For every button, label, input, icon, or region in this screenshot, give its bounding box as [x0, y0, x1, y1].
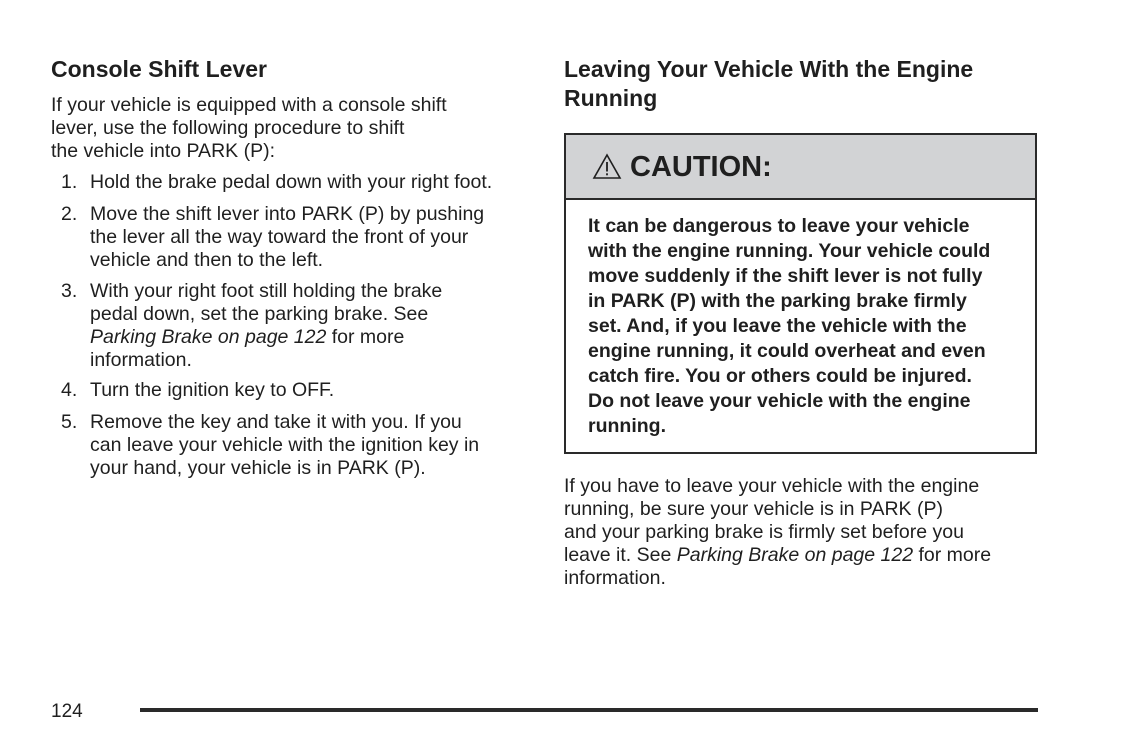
section-heading-console-shift-lever: Console Shift Lever — [51, 56, 267, 82]
step-number: 3. — [61, 280, 78, 302]
paragraph-text: leave it. See — [564, 544, 677, 566]
paragraph-line: information. — [564, 567, 666, 589]
intro-line: If your vehicle is equipped with a console shift — [51, 94, 447, 116]
step-text: for more — [326, 326, 405, 348]
cross-reference-link[interactable]: Parking Brake on page 122 — [90, 326, 327, 348]
caution-line: It can be dangerous to leave your vehicle — [588, 215, 970, 237]
footer-rule — [140, 708, 1038, 712]
step-text: Hold the brake pedal down with your right foot. — [90, 171, 493, 193]
caution-line: in PARK (P) with the parking brake firmly — [588, 290, 967, 312]
step-text: can leave your vehicle with the ignition key in — [90, 434, 480, 456]
step-text: Turn the ignition key to OFF. — [90, 379, 335, 401]
caution-line: running. — [588, 415, 666, 437]
step-text: With your right foot still holding the brake — [90, 280, 443, 302]
paragraph-line: running, be sure your vehicle is in PARK (P) — [564, 498, 943, 520]
step-text: vehicle and then to the left. — [90, 249, 324, 271]
warning-triangle-icon — [592, 153, 622, 180]
paragraph-line — [564, 544, 1039, 567]
step-text: Remove the key and take it with you. If you — [90, 411, 462, 433]
step-number: 5. — [61, 411, 78, 433]
step-number: 2. — [61, 203, 78, 225]
caution-body — [588, 214, 1028, 439]
section-heading-leaving-vehicle — [564, 55, 1039, 113]
caution-box — [564, 133, 1037, 454]
caution-header — [566, 135, 1035, 200]
step-text: pedal down, set the parking brake. See — [90, 303, 429, 325]
step-text: Move the shift lever into PARK (P) by pushing — [90, 203, 485, 225]
caution-line: Do not leave your vehicle with the engine — [588, 390, 971, 412]
step-text: the lever all the way toward the front of your — [90, 226, 469, 248]
heading-line: Leaving Your Vehicle With the Engine — [564, 56, 974, 82]
step-number: 4. — [61, 379, 78, 401]
page-number: 124 — [51, 701, 83, 722]
intro-paragraph — [51, 94, 526, 163]
paragraph-text: for more — [913, 544, 992, 566]
caution-line: engine running, it could overheat and even — [588, 340, 986, 362]
step-text: your hand, your vehicle is in PARK (P). — [90, 457, 426, 479]
step-number: 1. — [61, 171, 78, 193]
intro-line: lever, use the following procedure to shift — [51, 117, 405, 139]
cross-reference-link[interactable]: Parking Brake on page 122 — [676, 544, 914, 566]
caution-line: with the engine running. Your vehicle could — [588, 240, 991, 262]
heading-line: Running — [564, 85, 658, 111]
caution-line: catch fire. You or others could be injured. — [588, 365, 972, 387]
paragraph-line: and your parking brake is firmly set before you — [564, 521, 964, 543]
leaving-paragraph — [564, 475, 1039, 590]
step-text — [90, 326, 530, 349]
caution-line: move suddenly if the shift lever is not fully — [588, 265, 983, 287]
intro-line: the vehicle into PARK (P): — [51, 140, 275, 162]
caution-title: CAUTION: — [630, 151, 772, 183]
caution-line: set. And, if you leave the vehicle with the — [588, 315, 967, 337]
paragraph-line: If you have to leave your vehicle with the engine — [564, 475, 980, 497]
step-text: information. — [90, 349, 192, 371]
